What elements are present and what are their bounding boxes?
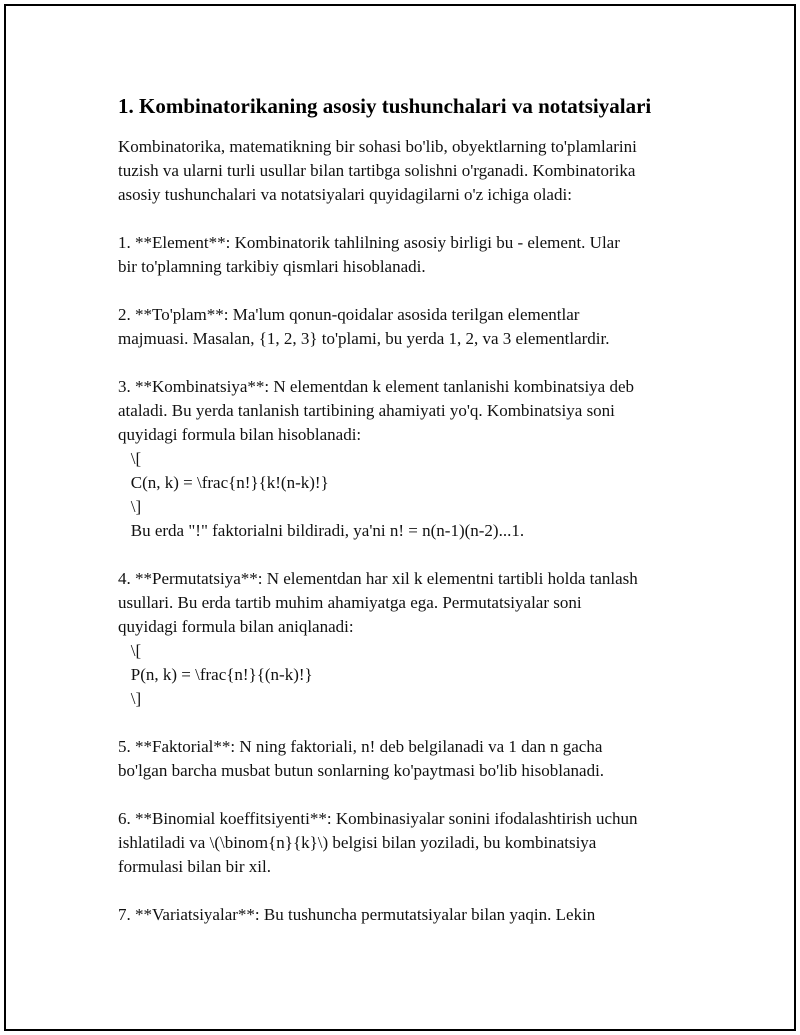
formula-line: \[	[118, 641, 142, 660]
paragraph-line: quyidagi formula bilan aniqlanadi:	[118, 617, 354, 636]
item-kombinatsiya	[118, 375, 688, 543]
paragraph-line: asosiy tushunchalari va notatsiyalari quyidagilarni o'z ichiga oladi:	[118, 185, 572, 204]
item-faktorial	[118, 735, 688, 783]
item-binomial	[118, 807, 688, 879]
formula-line: \]	[118, 689, 142, 708]
paragraph-line: 3. **Kombinatsiya**: N elementdan k element tanlanishi kombinatsiya deb	[118, 377, 635, 396]
paragraph-line: Bu erda "!" faktorialni bildiradi, ya'ni n! = n(n-1)(n-2)...1.	[118, 521, 525, 540]
paragraph-line: 6. **Binomial koeffitsiyenti**: Kombinasiyalar sonini ifodalashtirish uchun	[118, 809, 638, 828]
formula-line: C(n, k) = \frac{n!}{k!(n-k)!}	[118, 473, 329, 492]
item-variatsiyalar	[118, 903, 688, 927]
document-body	[118, 93, 688, 951]
paragraph-line: ishlatiladi va \(\binom{n}{k}\) belgisi bilan yoziladi, bu kombinatsiya	[118, 833, 597, 852]
paragraph-line: quyidagi formula bilan hisoblanadi:	[118, 425, 362, 444]
formula-line: \]	[118, 497, 142, 516]
paragraph-line: usullari. Bu erda tartib muhim ahamiyatga ega. Permutatsiyalar soni	[118, 593, 582, 612]
paragraph-line: 7. **Variatsiyalar**: Bu tushuncha permutatsiyalar bilan yaqin. Lekin	[118, 905, 596, 924]
paragraph-line: ataladi. Bu yerda tanlanish tartibining ahamiyati yo'q. Kombinatsiya soni	[118, 401, 615, 420]
formula-line: P(n, k) = \frac{n!}{(n-k)!}	[118, 665, 313, 684]
item-toplam	[118, 303, 688, 351]
paragraph-line: tuzish va ularni turli usullar bilan tartibga solishni o'rganadi. Kombinatorika	[118, 161, 636, 180]
paragraph-line: 1. **Element**: Kombinatorik tahlilning asosiy birligi bu - element. Ular	[118, 233, 620, 252]
paragraph-line: 4. **Permutatsiya**: N elementdan har xil k elementni tartibli holda tanlash	[118, 569, 638, 588]
paragraph-line: 5. **Faktorial**: N ning faktoriali, n! deb belgilanadi va 1 dan n gacha	[118, 737, 603, 756]
item-element	[118, 231, 688, 279]
item-permutatsiya	[118, 567, 688, 711]
formula-line: \[	[118, 449, 142, 468]
paragraph-line: Kombinatorika, matematikning bir sohasi bo'lib, obyektlarning to'plamlarini	[118, 137, 637, 156]
paragraph-line: formulasi bilan bir xil.	[118, 857, 271, 876]
section-heading: 1. Kombinatorikaning asosiy tushunchalari va notatsiyalari	[118, 94, 652, 118]
paragraph-line: bir to'plamning tarkibiy qismlari hisoblanadi.	[118, 257, 426, 276]
paragraph-line: 2. **To'plam**: Ma'lum qonun-qoidalar asosida terilgan elementlar	[118, 305, 580, 324]
intro-paragraph	[118, 135, 688, 207]
paragraph-line: bo'lgan barcha musbat butun sonlarning ko'paytmasi bo'lib hisoblanadi.	[118, 761, 605, 780]
paragraph-line: majmuasi. Masalan, {1, 2, 3} to'plami, bu yerda 1, 2, va 3 elementlardir.	[118, 329, 610, 348]
